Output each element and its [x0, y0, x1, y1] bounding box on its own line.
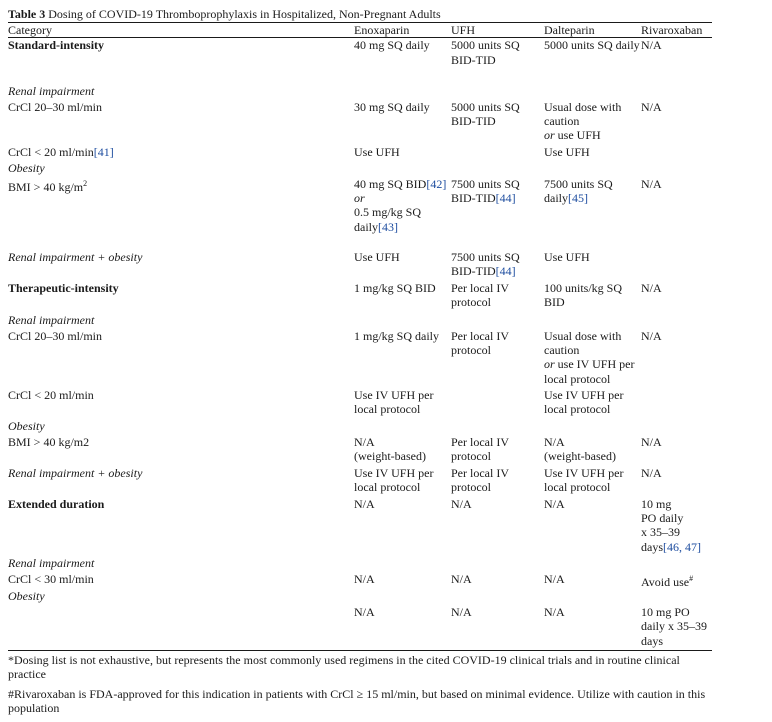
table-row — [8, 329, 712, 388]
cell-ufh — [451, 100, 544, 145]
cell-rivaroxaban — [641, 145, 712, 161]
cell-text: Renal impairment + obesity — [8, 249, 143, 264]
citation-ref[interactable]: [44] — [495, 264, 516, 279]
cell-text: x 35–39 — [641, 525, 680, 540]
cell-text: 5000 units SQ BID-TID — [451, 99, 520, 129]
cell-text: Obesity — [8, 589, 45, 604]
citation-ref[interactable]: [44] — [495, 191, 516, 206]
table-row — [8, 84, 712, 100]
table-row — [8, 572, 712, 589]
cell-text: 7500 units SQ BID-TID — [451, 176, 520, 206]
cell-text: N/A — [544, 605, 565, 620]
cell-ufh — [451, 435, 544, 466]
cell-text: 0.5 mg/kg SQ daily — [354, 205, 422, 234]
cell-ufh — [451, 466, 544, 497]
cell-category — [8, 435, 354, 466]
cell-text: 7500 units SQ daily — [544, 176, 613, 206]
table-row — [8, 435, 712, 466]
cell-text: Per local IV protocol — [451, 328, 509, 358]
cell-enoxaparin — [354, 161, 451, 177]
table-row — [8, 161, 712, 177]
cell-enoxaparin — [354, 281, 451, 313]
cell-text: # — [689, 573, 694, 583]
header-ufh: UFH — [451, 23, 544, 38]
cell-dalteparin — [544, 388, 641, 419]
cell-text: 7500 units SQ BID-TID — [451, 249, 520, 279]
cell-category — [8, 419, 354, 435]
cell-enoxaparin — [354, 466, 451, 497]
dosing-table — [8, 22, 712, 651]
table-caption — [8, 6, 712, 22]
cell-category — [8, 281, 354, 313]
table-row — [8, 497, 712, 556]
cell-text: days — [641, 539, 663, 554]
cell-text: Use UFH — [354, 144, 400, 159]
cell-category — [8, 250, 354, 281]
cell-ufh — [451, 556, 544, 572]
footnote-dosing-list: *Dosing list is not exhaustive, but represents the most commonly used regimens in the cited COVID-19 clinical trials and in routine clinical practice — [8, 652, 680, 681]
cell-rivaroxaban — [641, 329, 712, 388]
cell-dalteparin — [544, 313, 641, 329]
cell-text: N/A — [641, 99, 662, 114]
cell-enoxaparin — [354, 388, 451, 419]
table-row — [8, 250, 712, 281]
cell-dalteparin — [544, 419, 641, 435]
cell-text: N/A — [354, 434, 375, 449]
cell-text: CrCl < 30 ml/min — [8, 571, 94, 586]
citation-ref[interactable]: [45] — [568, 191, 588, 206]
cell-dalteparin — [544, 145, 641, 161]
cell-text: use IV UFH per local protocol — [544, 357, 635, 386]
cell-text: (weight-based) — [544, 449, 616, 464]
cell-text: use UFH — [554, 128, 601, 143]
cell-text: or — [354, 191, 365, 206]
cell-text: 1 mg/kg SQ BID — [354, 280, 436, 295]
cell-enoxaparin — [354, 419, 451, 435]
cell-dalteparin — [544, 329, 641, 388]
cell-text: Usual dose with caution — [544, 328, 622, 358]
table-row — [8, 605, 712, 650]
cell-text: N/A — [451, 605, 472, 620]
table-row — [8, 177, 712, 250]
citation-ref[interactable]: [41] — [93, 144, 114, 159]
cell-category — [8, 313, 354, 329]
table-row — [8, 38, 712, 84]
cell-dalteparin — [544, 84, 641, 100]
header-row — [8, 23, 712, 38]
cell-ufh — [451, 250, 544, 281]
cell-text: 2 — [83, 178, 88, 188]
cell-text: N/A — [641, 280, 662, 295]
cell-dalteparin — [544, 177, 641, 250]
cell-category — [8, 329, 354, 388]
cell-dalteparin — [544, 100, 641, 145]
footnote-rivaroxaban: #Rivaroxaban is FDA-approved for this indication in patients with CrCl ≥ 15 ml/min, but based on minimal evidence. Utilize with caution in this population — [8, 687, 706, 716]
cell-ufh — [451, 605, 544, 650]
cell-text: Renal impairment — [8, 555, 95, 570]
cell-ufh — [451, 497, 544, 556]
cell-text: N/A — [641, 176, 662, 191]
cell-text: N/A — [354, 571, 375, 586]
cell-text: Per local IV protocol — [451, 465, 509, 495]
cell-ufh — [451, 572, 544, 589]
cell-rivaroxaban — [641, 313, 712, 329]
cell-text: N/A — [354, 605, 375, 620]
header-rivaroxaban: Rivaroxaban — [641, 23, 712, 38]
cell-text: Per local IV protocol — [451, 280, 509, 310]
table-label: Table 3 — [8, 7, 46, 21]
cell-rivaroxaban — [641, 177, 712, 250]
cell-category — [8, 572, 354, 589]
cell-text: N/A — [451, 571, 472, 586]
cell-dalteparin — [544, 281, 641, 313]
cell-text: Use UFH — [354, 249, 400, 264]
cell-category — [8, 84, 354, 100]
cell-text: 30 mg SQ daily — [354, 99, 430, 114]
cell-text: or — [544, 128, 555, 143]
cell-rivaroxaban — [641, 84, 712, 100]
cell-ufh — [451, 419, 544, 435]
table-row — [8, 589, 712, 605]
cell-text: CrCl < 20 ml/min — [8, 144, 94, 159]
cell-text: Per local IV protocol — [451, 434, 509, 464]
cell-dalteparin — [544, 589, 641, 605]
cell-text: N/A — [641, 38, 662, 53]
cell-category — [8, 100, 354, 145]
header-category: Category — [8, 23, 354, 38]
cell-ufh — [451, 313, 544, 329]
cell-text: Usual dose with caution — [544, 99, 622, 129]
cell-ufh — [451, 145, 544, 161]
cell-text: BMI > 40 kg/m2 — [8, 434, 90, 449]
table-row — [8, 100, 712, 145]
cell-category — [8, 556, 354, 572]
cell-text: Renal impairment — [8, 83, 95, 98]
cell-text: Use IV UFH per local protocol — [544, 387, 624, 417]
cell-rivaroxaban — [641, 38, 712, 84]
cell-text: N/A — [641, 434, 662, 449]
cell-text: N/A — [544, 434, 565, 449]
cell-category — [8, 38, 354, 84]
cell-enoxaparin — [354, 84, 451, 100]
cell-text: CrCl < 20 ml/min — [8, 387, 94, 402]
cell-category — [8, 466, 354, 497]
cell-category — [8, 497, 354, 556]
cell-text: 10 mg — [641, 496, 672, 511]
cell-text: N/A — [544, 571, 565, 586]
cell-ufh — [451, 329, 544, 388]
cell-rivaroxaban — [641, 605, 712, 650]
cell-text: Renal impairment — [8, 312, 95, 327]
table-row — [8, 388, 712, 419]
cell-enoxaparin — [354, 250, 451, 281]
cell-ufh — [451, 84, 544, 100]
cell-rivaroxaban — [641, 250, 712, 281]
cell-rivaroxaban — [641, 572, 712, 589]
cell-rivaroxaban — [641, 466, 712, 497]
cell-text: BMI > 40 kg/m — [8, 179, 84, 194]
document — [8, 6, 712, 722]
cell-text: Use UFH — [544, 144, 590, 159]
cell-text: Use IV UFH per local protocol — [354, 387, 434, 417]
cell-enoxaparin — [354, 497, 451, 556]
cell-dalteparin — [544, 466, 641, 497]
cell-text: 5000 units SQ BID-TID — [451, 38, 520, 67]
cell-category — [8, 161, 354, 177]
cell-text: CrCl 20–30 ml/min — [8, 99, 103, 114]
table-row — [8, 145, 712, 161]
cell-text: Use UFH — [544, 249, 590, 264]
cell-ufh — [451, 589, 544, 605]
cell-rivaroxaban — [641, 100, 712, 145]
cell-ufh — [451, 177, 544, 250]
cell-enoxaparin — [354, 572, 451, 589]
header-dalteparin: Dalteparin — [544, 23, 641, 38]
cell-rivaroxaban — [641, 388, 712, 419]
cell-text: Extended duration — [8, 496, 105, 511]
cell-text: PO daily — [641, 511, 684, 526]
cell-text: CrCl 20–30 ml/min — [8, 328, 103, 343]
cell-rivaroxaban — [641, 281, 712, 313]
table-row — [8, 466, 712, 497]
table-title: Dosing of COVID-19 Thromboprophylaxis in Hospitalized, Non-Pregnant Adults — [48, 7, 441, 21]
cell-ufh — [451, 161, 544, 177]
cell-enoxaparin — [354, 556, 451, 572]
cell-rivaroxaban — [641, 589, 712, 605]
cell-ufh — [451, 281, 544, 313]
cell-dalteparin — [544, 161, 641, 177]
cell-category — [8, 589, 354, 605]
table-row — [8, 313, 712, 329]
cell-enoxaparin — [354, 589, 451, 605]
cell-dalteparin — [544, 250, 641, 281]
cell-category — [8, 177, 354, 250]
cell-enoxaparin — [354, 38, 451, 84]
cell-text: Renal impairment + obesity — [8, 465, 143, 480]
cell-text: Standard-intensity — [8, 38, 105, 53]
cell-rivaroxaban — [641, 435, 712, 466]
citation-ref[interactable]: [43] — [378, 219, 398, 234]
cell-enoxaparin — [354, 313, 451, 329]
cell-rivaroxaban — [641, 161, 712, 177]
cell-enoxaparin — [354, 145, 451, 161]
cell-ufh — [451, 388, 544, 419]
cell-category — [8, 605, 354, 650]
cell-text: 40 mg SQ daily — [354, 38, 430, 53]
cell-text: N/A — [451, 496, 472, 511]
cell-text: 10 mg PO daily x 35–39 days — [641, 605, 707, 648]
table-row — [8, 556, 712, 572]
cell-dalteparin — [544, 38, 641, 84]
cell-enoxaparin — [354, 177, 451, 250]
cell-dalteparin — [544, 556, 641, 572]
citation-ref[interactable]: [46, 47] — [663, 539, 701, 554]
cell-text: N/A — [354, 496, 375, 511]
table-body — [8, 38, 712, 650]
cell-text: 1 mg/kg SQ daily — [354, 328, 440, 343]
cell-text: (weight-based) — [354, 449, 426, 464]
cell-text: Therapeutic-intensity — [8, 280, 119, 295]
header-enoxaparin: Enoxaparin — [354, 23, 451, 38]
cell-ufh — [451, 38, 544, 84]
cell-text: or — [544, 357, 555, 372]
cell-text: Use IV UFH per local protocol — [544, 465, 624, 495]
cell-text: 5000 units SQ daily — [544, 38, 640, 53]
citation-ref[interactable]: [42] — [426, 176, 447, 191]
cell-text: N/A — [641, 465, 662, 480]
cell-rivaroxaban — [641, 497, 712, 556]
cell-text: Obesity — [8, 160, 45, 175]
cell-text: 40 mg SQ BID — [354, 176, 427, 191]
cell-rivaroxaban — [641, 419, 712, 435]
table-row — [8, 281, 712, 313]
cell-text: 100 units/kg SQ BID — [544, 280, 623, 310]
cell-text: N/A — [544, 496, 565, 511]
cell-dalteparin — [544, 435, 641, 466]
footnotes — [8, 653, 712, 716]
cell-text: N/A — [641, 328, 662, 343]
cell-dalteparin — [544, 605, 641, 650]
cell-enoxaparin — [354, 100, 451, 145]
cell-dalteparin — [544, 497, 641, 556]
cell-text: Obesity — [8, 418, 45, 433]
cell-text: Use IV UFH per local protocol — [354, 465, 434, 495]
cell-text: Avoid use — [641, 574, 690, 589]
cell-dalteparin — [544, 572, 641, 589]
cell-rivaroxaban — [641, 556, 712, 572]
cell-category — [8, 145, 354, 161]
cell-category — [8, 388, 354, 419]
cell-enoxaparin — [354, 435, 451, 466]
table-row — [8, 419, 712, 435]
cell-enoxaparin — [354, 605, 451, 650]
cell-enoxaparin — [354, 329, 451, 388]
